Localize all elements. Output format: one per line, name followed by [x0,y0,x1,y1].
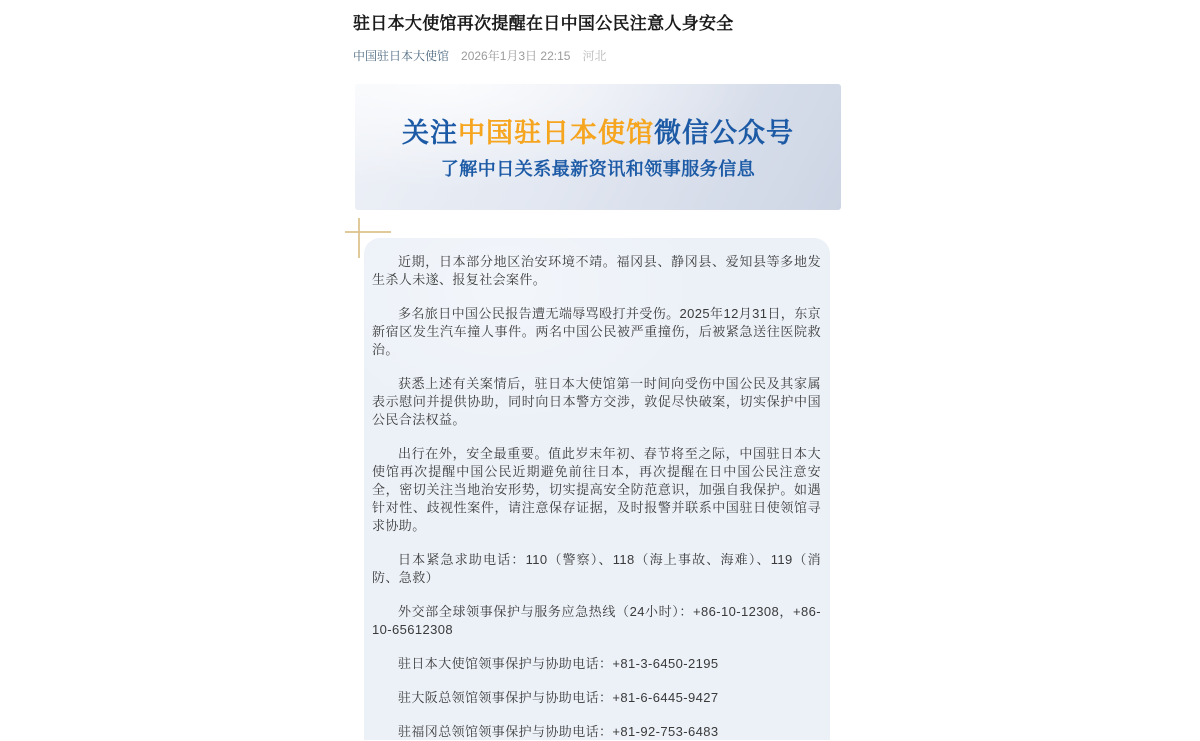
publish-date: 2026年1月3日 22:15 [461,49,571,63]
cross-decoration-icon [358,218,360,258]
banner-headline-segment: 中国驻日本使馆 [458,118,654,148]
banner-subheadline: 了解中日关系最新资讯和领事服务信息 [440,159,756,179]
article-paragraph: 驻福冈总领馆领事保护与协助电话：+81-92-753-6483 [398,724,719,739]
article-paragraph: 驻日本大使馆领事保护与协助电话：+81-3-6450-2195 [398,656,719,671]
cross-decoration-icon [345,231,391,233]
banner-headline [355,119,841,148]
byline [353,48,853,64]
banner-headline-segment: 微信公众号 [654,118,794,148]
article-paragraph: 近期，日本部分地区治安环境不靖。福冈县、静冈县、爱知县等多地发生杀人未遂、报复社会案件。 [372,254,821,287]
article-paragraph: 日本紧急求助电话：110（警察）、118（海上事故、海难）、119（消防、急救） [372,552,821,585]
article-body [364,238,830,740]
article-paragraph: 出行在外，安全最重要。值此岁末年初、春节将至之际，中国驻日本大使馆再次提醒中国公民近期避免前往日本，再次提醒在日中国公民注意安全，密切关注当地治安形势，切实提高安全防范意识，加强自我保护。如遇针对性、歧视性案件，请注意保存证据，及时报警并联系中国驻日使领馆寻求协助。 [372,446,821,533]
publish-location: 河北 [582,49,607,63]
article-paragraph: 外交部全球领事保护与服务应急热线（24小时）：+86-10-12308，+86-10-65612308 [372,604,821,637]
article-paragraph: 多名旅日中国公民报告遭无端辱骂殴打并受伤。2025年12月31日，东京新宿区发生汽车撞人事件。两名中国公民被严重撞伤，后被紧急送往医院救治。 [372,306,821,357]
article-paragraph: 获悉上述有关案情后，驻日本大使馆第一时间向受伤中国公民及其家属表示慰问并提供协助，同时向日本警方交涉，敦促尽快破案，切实保护中国公民合法权益。 [372,376,821,427]
article-title: 驻日本大使馆再次提醒在日中国公民注意人身安全 [353,14,734,33]
author-link[interactable]: 中国驻日本大使馆 [353,49,450,63]
article-paragraph: 驻大阪总领馆领事保护与协助电话：+81-6-6445-9427 [398,690,719,705]
banner-image[interactable] [355,84,841,210]
banner-headline-segment: 关注 [402,118,458,148]
